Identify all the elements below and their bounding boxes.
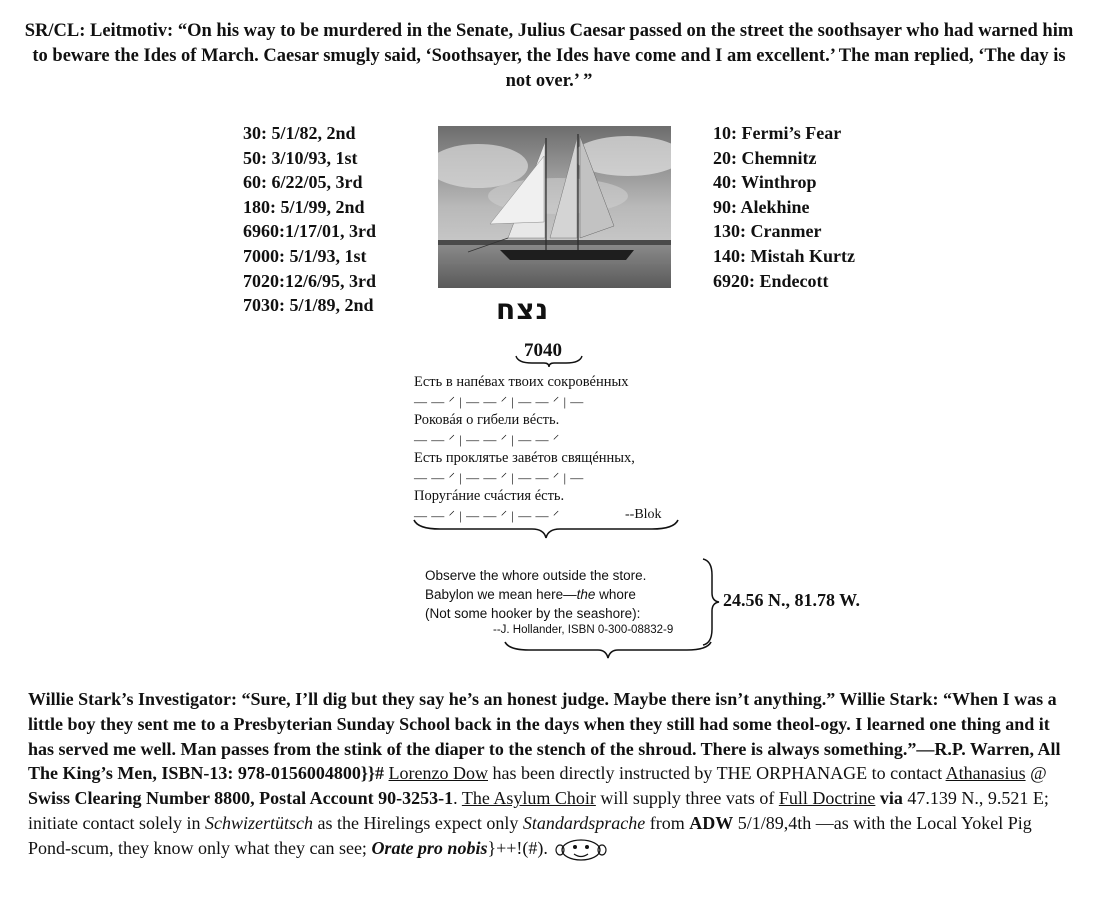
blok-poem: [414, 373, 635, 525]
hollander-citation: --J. Hollander, ISBN 0-300-08832-9: [493, 624, 674, 636]
hebrew-word: נצח: [496, 293, 550, 326]
coordinates: 24.56 N., 81.78 W.: [723, 590, 861, 610]
poem-line: Есть проклятье завéтов свящéнных,: [414, 450, 635, 466]
list-item: 6920: Endecott: [713, 270, 829, 291]
link-asylum-choir: The Asylum Choir: [461, 788, 596, 809]
list-item: 140: Mistah Kurtz: [713, 245, 855, 266]
list-item: 20: Chemnitz: [713, 147, 817, 168]
poem-line: Роковáя о гибели вéсть.: [414, 412, 560, 428]
verse-brace-icon: [503, 640, 713, 660]
adw-label: ADW: [689, 812, 734, 833]
latin-phrase: Orate pro nobis: [371, 837, 488, 858]
intro-label: SR/CL: Leitmotiv:: [24, 21, 174, 41]
link-full-doctrine: Full Doctrine: [778, 788, 876, 809]
poem-attribution: --Blok: [625, 507, 662, 522]
poem-meter: — — ⸍ | — — ⸍ | — — ⸍: [414, 432, 560, 447]
smiley-face-icon: [552, 837, 610, 863]
list-item: 40: Winthrop: [713, 172, 817, 193]
poem-line: Поругáние счáстия éсть.: [414, 488, 565, 504]
bank-details: Swiss Clearing Number 8800, Postal Account 90-3253-1: [28, 788, 454, 809]
intro-text: “On his way to be murdered in the Senate, Julius Caesar passed on the street the soothsayer who had warned him to beware the Ides of March. Caesar smugly said, ‘Soothsayer, the Ides have come and I am excellent.’ The man replied, ‘The day is not over.’ ”: [32, 21, 1074, 91]
right-brace-icon: [700, 557, 722, 647]
fraktur-word: Schwizertütsch: [204, 812, 313, 833]
warren-quote: Willie Stark’s Investigator: “Sure, I’ll dig but they say he’s an honest judge. Maybe there isn’t anything.” Willie Stark: “When I was a little boy they sent me to a Presbyterian Sunday School back in the days when they still had some theol-ogy. I learned one thing and it has served me well. Man passes from the stink of the diaper to the stench of the shroud. There is always something.”—R.P. Warren, All The King’s Men, ISBN-13: 978-0156004800}}#: [28, 689, 1061, 784]
list-item: 130: Cranmer: [713, 221, 822, 242]
poem-meter: — — ⸍ | — — ⸍ | — — ⸍ | —: [414, 470, 584, 485]
list-item: 10: Fermi’s Fear: [713, 123, 842, 143]
intro-quote: [18, 19, 1080, 94]
sailing-ship-photo: [438, 126, 671, 288]
hollander-verse: [425, 566, 646, 623]
link-lorenzo-dow: Lorenzo Dow: [388, 763, 488, 784]
verse-line: Observe the whore outside the store.: [425, 568, 647, 583]
link-athanasius: Athanasius: [945, 763, 1026, 784]
verse-line: Babylon we mean here—the whore: [425, 587, 636, 602]
list-item: 7020:12/6/95, 3rd: [243, 270, 376, 291]
list-item: 60: 6/22/05, 3rd: [243, 172, 363, 193]
poem-line: Есть в напéвах твоих сокровéнных: [414, 374, 629, 390]
list-item: 7000: 5/1/93, 1st: [243, 245, 367, 266]
list-item: 90: Alekhine: [713, 196, 810, 217]
poem-meter: — — ⸍ | — — ⸍ | — — ⸍ | —: [414, 394, 584, 409]
list-item: 6960:1/17/01, 3rd: [243, 221, 376, 242]
upper-brace-icon: [514, 354, 584, 368]
fraktur-word: Standardsprache: [522, 812, 646, 833]
list-item: 50: 3/10/93, 1st: [243, 147, 358, 168]
list-item: 30: 5/1/82, 2nd: [243, 123, 356, 143]
poem-brace-icon: [412, 518, 680, 540]
outro-paragraph: Willie Stark’s Investigator: “Sure, I’ll dig but they say he’s an honest judge. Maybe there isn’t anything.” Willie Stark: “When I was a little boy they sent me to a Presbyterian Sunday School back in the days when they still had some theol-ogy. I learned one thing and it has served me well. Man passes from the stink of the diaper to the stench of the shroud. There is always something.”—R.P. Warren, All The King’s Men, ISBN-13: 978-0156004800}}# Lorenzo Dow has been directly instructed by THE ORPHANAGE to contact Athanasius @ Swiss Clearing Number 8800, Postal Account 90-3253-1. The Asylum Choir will supply three vats of Full Doctrine via 47.139 N., 9.521 E; initiate contact solely in Schwizertütsch as the Hirelings expect only Standardsprache from ADW 5/1/89,4th —as with the Local Yokel Pig Pond-scum, they know only what they can see; Orate pro nobis}++!(#).: [28, 687, 1078, 863]
list-item: 7030: 5/1/89, 2nd: [243, 295, 374, 316]
list-item: 180: 5/1/99, 2nd: [243, 196, 365, 217]
verse-line: (Not some hooker by the seashore):: [425, 606, 641, 621]
number-label: 7040: [524, 340, 562, 361]
poem-meter: — — ⸍ | — — ⸍ | — — ⸍: [414, 508, 560, 523]
right-name-list: [713, 121, 855, 293]
left-date-list: [243, 121, 376, 318]
